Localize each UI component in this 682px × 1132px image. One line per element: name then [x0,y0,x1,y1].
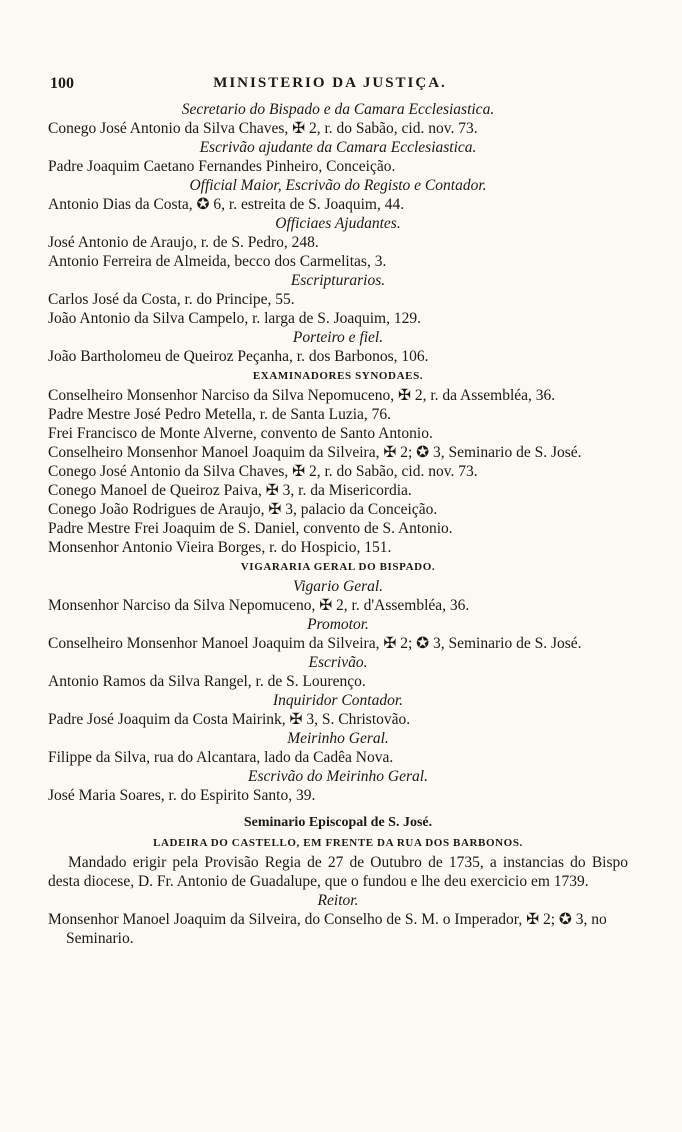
page-number: 100 [50,75,74,92]
entry-line: Antonio Dias da Costa, ✪ 6, r. estreita de S. Joaquim, 44. [48,196,405,213]
entry-line: Carlos José da Costa, r. do Principe, 55. [48,291,295,308]
entry-line: Conego Manoel de Queiroz Paiva, ✠ 3, r. da Misericordia. [48,482,412,499]
entry-line: Padre Joaquim Caetano Fernandes Pinheiro, Conceição. [48,158,396,175]
entry-line: João Bartholomeu de Queiroz Peçanha, r. dos Barbonos, 106. [48,348,429,365]
entry-line: Conselheiro Monsenhor Narciso da Silva Nepomuceno, ✠ 2, r. da Assembléa, 36. [48,387,556,404]
section-title: Meirinho Geral. [287,730,389,747]
seminary-heading: Seminario Episcopal de S. José. [243,815,433,830]
running-header [50,75,610,97]
entry-line: Monsenhor Antonio Vieira Borges, r. do Hospicio, 151. [48,539,392,556]
entry-line: Monsenhor Narciso da Silva Nepomuceno, ✠ 2, r. d'Assembléa, 36. [48,597,470,614]
entry-line: Conselheiro Monsenhor Manoel Joaquim da Silveira, ✠ 2; ✪ 3, Seminario de S. José. [48,444,582,461]
section-title: Official Maior, Escrivão do Registo e Contador. [189,177,487,194]
entry-line: Conego João Rodrigues de Araujo, ✠ 3, palacio da Conceição. [48,501,438,518]
entry-line: Conego José Antonio da Silva Chaves, ✠ 2, r. do Sabão, cid. nov. 73. [48,120,478,137]
section-title: Vigario Geral. [292,578,384,595]
entry-line: Antonio Ferreira de Almeida, becco dos Carmelitas, 3. [48,253,387,270]
seminary-paragraph: Mandado erigir pela Provisão Regia de 27 de Outubro de 1735, a instancias do Bispo desta diocese, D. Fr. Antonio de Guadalupe, que o fundou e lhe deu exercicio em 1739. [48,854,628,890]
section-title: Escrivão do Meirinho Geral. [248,768,428,785]
entry-line: Conego José Antonio da Silva Chaves, ✠ 2, r. do Sabão, cid. nov. 73. [48,463,478,480]
entry-line: Filippe da Silva, rua do Alcantara, lado da Cadêa Nova. [48,749,394,766]
section-title: Escrivão. [308,654,368,671]
section-title: Officiaes Ajudantes. [275,215,401,232]
section-title: Promotor. [307,616,369,633]
entry-line: Antonio Ramos da Silva Rangel, r. de S. Lourenço. [48,673,366,690]
section-title: Reitor. [317,892,359,909]
page-body [48,100,628,948]
section-heading: VIGARARIA GERAL DO BISPADO. [240,561,436,573]
entry-line: José Antonio de Araujo, r. de S. Pedro, 248. [48,234,319,251]
section-title: Escrivão ajudante da Camara Ecclesiastica. [199,139,477,156]
section-title: Inquiridor Contador. [272,692,404,709]
entry-line: Padre Mestre Frei Joaquim de S. Daniel, convento de S. Antonio. [48,520,453,537]
section-title: Porteiro e fiel. [292,329,384,346]
section-title: Escripturarios. [290,272,386,289]
entry-line: Padre Mestre José Pedro Metella, r. de Santa Luzia, 76. [48,406,392,423]
entry-line: João Antonio da Silva Campelo, r. larga de S. Joaquim, 129. [48,310,421,327]
entry-line: José Maria Soares, r. do Espirito Santo, 39. [48,787,316,804]
entry-line: Padre José Joaquim da Costa Mairink, ✠ 3, S. Christovão. [48,711,411,728]
seminary-address: LADEIRA DO CASTELLO, EM FRENTE DA RUA DOS BARBONOS. [153,837,523,849]
running-title: MINISTERIO DA JUSTIÇA. [213,75,447,91]
entry-line: Conselheiro Monsenhor Manoel Joaquim da Silveira, ✠ 2; ✪ 3, Seminario de S. José. [48,635,582,652]
section-heading: EXAMINADORES SYNODAES. [252,370,424,382]
entry-line: Frei Francisco de Monte Alverne, convento de Santo Antonio. [48,425,433,442]
section-title: Secretario do Bispado e da Camara Ecclesiastica. [181,101,495,118]
entry-line: Monsenhor Manoel Joaquim da Silveira, do Conselho de S. M. o Imperador, ✠ 2; ✪ 3, no Seminario. [48,911,607,947]
